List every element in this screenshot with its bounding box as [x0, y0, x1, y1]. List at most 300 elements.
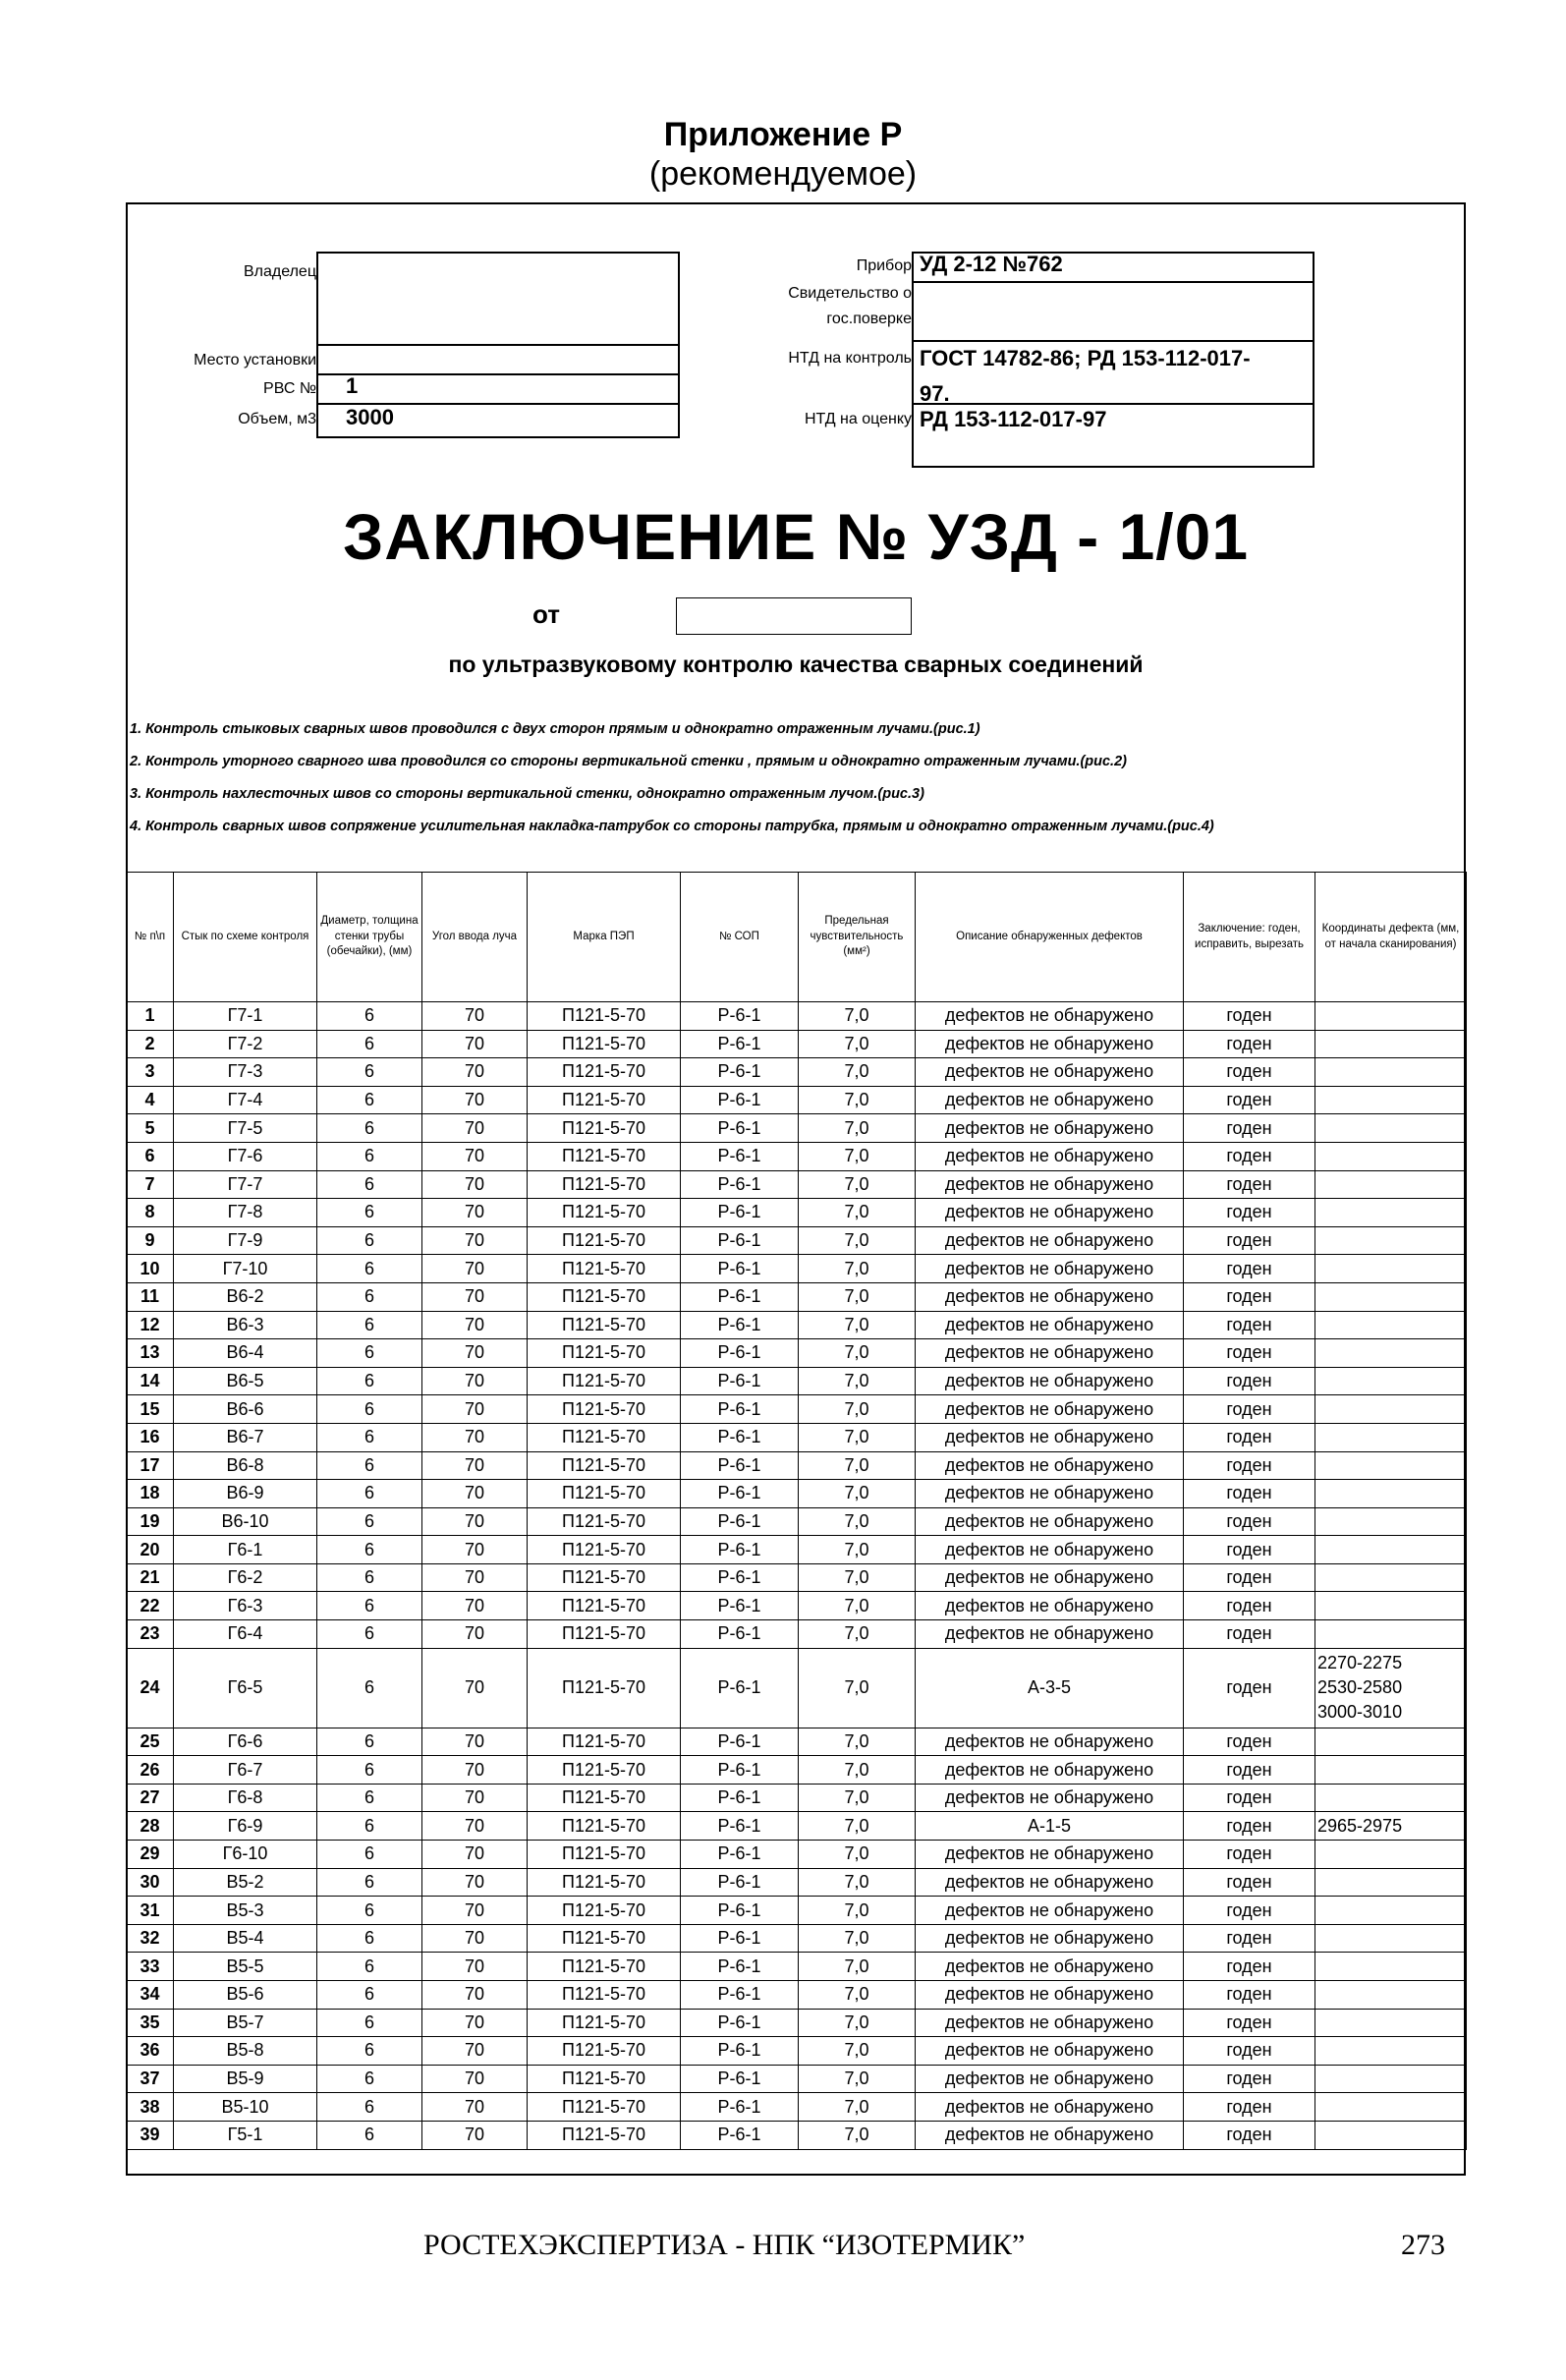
- beam-angle: 70: [422, 1255, 528, 1283]
- sop-number: Р-6-1: [681, 1142, 799, 1170]
- beam-angle: 70: [422, 1451, 528, 1480]
- defect-description: дефектов не обнаружено: [916, 1924, 1184, 1953]
- sensitivity: 7,0: [799, 1592, 916, 1620]
- pep-model: П121-5-70: [528, 1620, 681, 1649]
- joint-id: В6-7: [174, 1423, 317, 1451]
- beam-angle: 70: [422, 1563, 528, 1592]
- table-row: [127, 2037, 1467, 2066]
- joint-id: В5-3: [174, 1897, 317, 1925]
- col-header-joint: Стык по схеме контроля: [174, 873, 317, 1002]
- defect-coordinates: [1315, 1255, 1467, 1283]
- sop-number: Р-6-1: [681, 1311, 799, 1339]
- beam-angle: 70: [422, 1924, 528, 1953]
- owner-field: [316, 252, 680, 405]
- defect-coordinates: 2965-2975: [1315, 1812, 1467, 1841]
- diameter: 6: [317, 1507, 422, 1536]
- diameter: 6: [317, 1812, 422, 1841]
- verdict: годен: [1184, 1255, 1315, 1283]
- note-1: 1. Контроль стыковых сварных швов проводился с двух сторон прямым и однократно отраженным лучами.(рис.1): [130, 721, 980, 737]
- appendix-subtitle: (рекомендуемое): [648, 155, 918, 193]
- beam-angle: 70: [422, 1114, 528, 1143]
- sensitivity: 7,0: [799, 1924, 916, 1953]
- verdict: годен: [1184, 1868, 1315, 1897]
- beam-angle: 70: [422, 1002, 528, 1031]
- verdict: годен: [1184, 1395, 1315, 1424]
- row-number: 36: [127, 2037, 174, 2066]
- beam-angle: 70: [422, 1311, 528, 1339]
- verdict: годен: [1184, 1563, 1315, 1592]
- beam-angle: 70: [422, 1868, 528, 1897]
- defect-coordinates: [1315, 2093, 1467, 2122]
- defect-coordinates: [1315, 1620, 1467, 1649]
- defect-coordinates: [1315, 2037, 1467, 2066]
- diameter: 6: [317, 1756, 422, 1785]
- sop-number: Р-6-1: [681, 2121, 799, 2149]
- defect-description: дефектов не обнаружено: [916, 1086, 1184, 1114]
- table-row: [127, 1423, 1467, 1451]
- defect-description: дефектов не обнаружено: [916, 1756, 1184, 1785]
- col-header-angle: Угол ввода луча: [422, 873, 528, 1002]
- row-number: 26: [127, 1756, 174, 1785]
- sensitivity: 7,0: [799, 1170, 916, 1199]
- diameter: 6: [317, 1924, 422, 1953]
- joint-id: В5-10: [174, 2093, 317, 2122]
- rvs-value: 1: [346, 373, 359, 398]
- pep-model: П121-5-70: [528, 1592, 681, 1620]
- defect-coordinates: [1315, 1480, 1467, 1508]
- sop-number: Р-6-1: [681, 1170, 799, 1199]
- sensitivity: 7,0: [799, 1367, 916, 1395]
- sensitivity: 7,0: [799, 1114, 916, 1143]
- pep-model: П121-5-70: [528, 1142, 681, 1170]
- diameter: 6: [317, 1620, 422, 1649]
- sop-number: Р-6-1: [681, 1030, 799, 1058]
- field-divider: [912, 281, 1314, 283]
- diameter: 6: [317, 1086, 422, 1114]
- beam-angle: 70: [422, 1282, 528, 1311]
- defect-description: дефектов не обнаружено: [916, 1536, 1184, 1564]
- defect-description: дефектов не обнаружено: [916, 1868, 1184, 1897]
- defect-description: дефектов не обнаружено: [916, 1226, 1184, 1255]
- joint-id: Г6-4: [174, 1620, 317, 1649]
- conclusion-title: ЗАКЛЮЧЕНИЕ № УЗД - 1/01: [342, 500, 1250, 573]
- row-number: 17: [127, 1451, 174, 1480]
- sensitivity: 7,0: [799, 1480, 916, 1508]
- sensitivity: 7,0: [799, 1728, 916, 1756]
- defect-coordinates: [1315, 1311, 1467, 1339]
- defect-description: дефектов не обнаружено: [916, 1282, 1184, 1311]
- beam-angle: 70: [422, 1395, 528, 1424]
- joint-id: Г7-7: [174, 1170, 317, 1199]
- sop-number: Р-6-1: [681, 1002, 799, 1031]
- sensitivity: 7,0: [799, 1086, 916, 1114]
- row-number: 33: [127, 1953, 174, 1981]
- col-header-pep: Марка ПЭП: [528, 873, 681, 1002]
- defect-coordinates: [1315, 1282, 1467, 1311]
- verdict: годен: [1184, 2009, 1315, 2037]
- ntd-eval-label: НТД на оценку: [804, 411, 912, 427]
- joint-id: В6-9: [174, 1480, 317, 1508]
- row-number: 6: [127, 1142, 174, 1170]
- row-number: 7: [127, 1170, 174, 1199]
- beam-angle: 70: [422, 1953, 528, 1981]
- row-number: 30: [127, 1868, 174, 1897]
- defect-coordinates: [1315, 1756, 1467, 1785]
- beam-angle: 70: [422, 1507, 528, 1536]
- row-number: 20: [127, 1536, 174, 1564]
- diameter: 6: [317, 1367, 422, 1395]
- sensitivity: 7,0: [799, 1255, 916, 1283]
- row-number: 31: [127, 1897, 174, 1925]
- verdict: годен: [1184, 1226, 1315, 1255]
- joint-id: Г6-8: [174, 1784, 317, 1812]
- sensitivity: 7,0: [799, 2093, 916, 2122]
- sensitivity: 7,0: [799, 1002, 916, 1031]
- table-row: [127, 1170, 1467, 1199]
- diameter: 6: [317, 1142, 422, 1170]
- joint-id: Г6-1: [174, 1536, 317, 1564]
- defect-description: дефектов не обнаружено: [916, 1981, 1184, 2010]
- beam-angle: 70: [422, 1226, 528, 1255]
- note-4: 4. Контроль сварных швов сопряжение усилительная накладка-патрубок со стороны патрубка, прямым и однократно отраженным лучами.(рис.4): [130, 819, 1214, 834]
- pep-model: П121-5-70: [528, 1563, 681, 1592]
- sop-number: Р-6-1: [681, 1620, 799, 1649]
- row-number: 34: [127, 1981, 174, 2010]
- sensitivity: 7,0: [799, 1981, 916, 2010]
- defect-coordinates: [1315, 1086, 1467, 1114]
- table-row: [127, 1868, 1467, 1897]
- sensitivity: 7,0: [799, 1507, 916, 1536]
- defect-description: дефектов не обнаружено: [916, 1339, 1184, 1368]
- table-row: [127, 1756, 1467, 1785]
- sop-number: Р-6-1: [681, 1507, 799, 1536]
- pep-model: П121-5-70: [528, 1897, 681, 1925]
- sensitivity: 7,0: [799, 1226, 916, 1255]
- table-row: [127, 1030, 1467, 1058]
- row-number: 11: [127, 1282, 174, 1311]
- inspection-table: [126, 872, 1467, 2150]
- defect-description: дефектов не обнаружено: [916, 1170, 1184, 1199]
- sop-number: Р-6-1: [681, 1897, 799, 1925]
- joint-id: Г7-4: [174, 1086, 317, 1114]
- sensitivity: 7,0: [799, 1030, 916, 1058]
- row-number: 16: [127, 1423, 174, 1451]
- joint-id: Г6-3: [174, 1592, 317, 1620]
- beam-angle: 70: [422, 2121, 528, 2149]
- diameter: 6: [317, 1480, 422, 1508]
- verdict: годен: [1184, 2121, 1315, 2149]
- table-row: [127, 1812, 1467, 1841]
- joint-id: Г7-1: [174, 1002, 317, 1031]
- row-number: 18: [127, 1480, 174, 1508]
- diameter: 6: [317, 1170, 422, 1199]
- diameter: 6: [317, 1981, 422, 2010]
- pep-model: П121-5-70: [528, 1002, 681, 1031]
- verdict: годен: [1184, 1620, 1315, 1649]
- pep-model: П121-5-70: [528, 1199, 681, 1227]
- defect-coordinates: [1315, 1423, 1467, 1451]
- table-row: [127, 1226, 1467, 1255]
- cert-label-line2: гос.поверке: [826, 311, 912, 327]
- defect-coordinates: [1315, 1536, 1467, 1564]
- sop-number: Р-6-1: [681, 1114, 799, 1143]
- pep-model: П121-5-70: [528, 1086, 681, 1114]
- rvs-label: РВС №: [263, 380, 316, 397]
- joint-id: Г6-9: [174, 1812, 317, 1841]
- verdict: годен: [1184, 1728, 1315, 1756]
- joint-id: Г6-5: [174, 1648, 317, 1728]
- defect-coordinates: [1315, 2009, 1467, 2037]
- joint-id: Г7-10: [174, 1255, 317, 1283]
- sensitivity: 7,0: [799, 1953, 916, 1981]
- row-number: 13: [127, 1339, 174, 1368]
- beam-angle: 70: [422, 2065, 528, 2093]
- field-divider: [316, 373, 318, 436]
- defect-coordinates: [1315, 1030, 1467, 1058]
- pep-model: П121-5-70: [528, 1114, 681, 1143]
- verdict: годен: [1184, 2093, 1315, 2122]
- sop-number: Р-6-1: [681, 1395, 799, 1424]
- verdict: годен: [1184, 1311, 1315, 1339]
- ntd-eval-value: РД 153-112-017-97: [920, 407, 1107, 431]
- sop-number: Р-6-1: [681, 2065, 799, 2093]
- pep-model: П121-5-70: [528, 1728, 681, 1756]
- table-row: [127, 1728, 1467, 1756]
- pep-model: П121-5-70: [528, 2093, 681, 2122]
- sensitivity: 7,0: [799, 2037, 916, 2066]
- verdict: годен: [1184, 1142, 1315, 1170]
- sensitivity: 7,0: [799, 1282, 916, 1311]
- verdict: годен: [1184, 1924, 1315, 1953]
- verdict: годен: [1184, 1812, 1315, 1841]
- sop-number: Р-6-1: [681, 1451, 799, 1480]
- joint-id: В5-2: [174, 1868, 317, 1897]
- table-row: [127, 1451, 1467, 1480]
- verdict: годен: [1184, 1423, 1315, 1451]
- joint-id: В6-2: [174, 1282, 317, 1311]
- joint-id: Г7-5: [174, 1114, 317, 1143]
- verdict: годен: [1184, 1897, 1315, 1925]
- verdict: годен: [1184, 1784, 1315, 1812]
- beam-angle: 70: [422, 1536, 528, 1564]
- defect-description: А-1-5: [916, 1812, 1184, 1841]
- table-row: [127, 1507, 1467, 1536]
- beam-angle: 70: [422, 1030, 528, 1058]
- row-number: 9: [127, 1226, 174, 1255]
- col-header-number: № п\п: [127, 873, 174, 1002]
- sop-number: Р-6-1: [681, 2009, 799, 2037]
- from-label: от: [532, 599, 560, 629]
- page-number: 273: [1401, 2229, 1445, 2261]
- joint-id: Г6-6: [174, 1728, 317, 1756]
- verdict: годен: [1184, 1030, 1315, 1058]
- table-row: [127, 1841, 1467, 1869]
- joint-id: В6-5: [174, 1367, 317, 1395]
- device-label: Прибор: [856, 257, 912, 274]
- beam-angle: 70: [422, 1728, 528, 1756]
- table-row: [127, 2009, 1467, 2037]
- sensitivity: 7,0: [799, 1812, 916, 1841]
- joint-id: В6-3: [174, 1311, 317, 1339]
- table-row: [127, 1480, 1467, 1508]
- diameter: 6: [317, 2093, 422, 2122]
- table-row: [127, 1953, 1467, 1981]
- sop-number: Р-6-1: [681, 1255, 799, 1283]
- pep-model: П121-5-70: [528, 1924, 681, 1953]
- col-header-sensitivity: Предельная чувствительность (мм²): [799, 873, 916, 1002]
- sensitivity: 7,0: [799, 1451, 916, 1480]
- defect-coordinates: [1315, 1339, 1467, 1368]
- row-number: 39: [127, 2121, 174, 2149]
- verdict: годен: [1184, 1170, 1315, 1199]
- joint-id: Г7-8: [174, 1199, 317, 1227]
- diameter: 6: [317, 1058, 422, 1087]
- sop-number: Р-6-1: [681, 1953, 799, 1981]
- joint-id: Г6-10: [174, 1841, 317, 1869]
- verdict: годен: [1184, 1086, 1315, 1114]
- row-number: 5: [127, 1114, 174, 1143]
- verdict: годен: [1184, 1199, 1315, 1227]
- pep-model: П121-5-70: [528, 1756, 681, 1785]
- verdict: годен: [1184, 1480, 1315, 1508]
- table-row: [127, 1648, 1467, 1728]
- joint-id: В6-4: [174, 1339, 317, 1368]
- sop-number: Р-6-1: [681, 1756, 799, 1785]
- verdict: годен: [1184, 1451, 1315, 1480]
- defect-coordinates: [1315, 1199, 1467, 1227]
- defect-coordinates: [1315, 1953, 1467, 1981]
- row-number: 8: [127, 1199, 174, 1227]
- defect-description: дефектов не обнаружено: [916, 1030, 1184, 1058]
- sop-number: Р-6-1: [681, 1199, 799, 1227]
- sensitivity: 7,0: [799, 1536, 916, 1564]
- verdict: годен: [1184, 1282, 1315, 1311]
- pep-model: П121-5-70: [528, 1339, 681, 1368]
- defect-description: дефектов не обнаружено: [916, 1507, 1184, 1536]
- diameter: 6: [317, 1423, 422, 1451]
- pep-model: П121-5-70: [528, 1451, 681, 1480]
- table-row: [127, 1395, 1467, 1424]
- sensitivity: 7,0: [799, 1897, 916, 1925]
- field-divider: [912, 403, 1314, 405]
- appendix-title: Приложение Р: [663, 116, 903, 153]
- table-row: [127, 1255, 1467, 1283]
- row-number: 24: [127, 1648, 174, 1728]
- ntd-control-value-line2: 97.: [920, 381, 950, 406]
- pep-model: П121-5-70: [528, 1255, 681, 1283]
- sensitivity: 7,0: [799, 1311, 916, 1339]
- note-2: 2. Контроль уторного сварного шва проводился со стороны вертикальной стенки , прямым и однократно отраженным лучами.(рис.2): [130, 754, 1127, 769]
- diameter: 6: [317, 1226, 422, 1255]
- verdict: годен: [1184, 1114, 1315, 1143]
- beam-angle: 70: [422, 1592, 528, 1620]
- table-row: [127, 1058, 1467, 1087]
- defect-coordinates: [1315, 1592, 1467, 1620]
- diameter: 6: [317, 1030, 422, 1058]
- defect-coordinates: [1315, 1170, 1467, 1199]
- defect-coordinates: [1315, 1002, 1467, 1031]
- row-number: 37: [127, 2065, 174, 2093]
- field-divider: [912, 340, 1314, 342]
- sop-number: Р-6-1: [681, 2037, 799, 2066]
- beam-angle: 70: [422, 1784, 528, 1812]
- defect-coordinates: [1315, 1142, 1467, 1170]
- table-row: [127, 1339, 1467, 1368]
- table-row: [127, 1592, 1467, 1620]
- verdict: годен: [1184, 1536, 1315, 1564]
- joint-id: Г7-9: [174, 1226, 317, 1255]
- pep-model: П121-5-70: [528, 1480, 681, 1508]
- table-row: [127, 1142, 1467, 1170]
- note-3: 3. Контроль нахлесточных швов со стороны вертикальной стенки, однократно отраженным лучом.(рис.3): [130, 786, 924, 802]
- conclusion-subtitle: по ультразвуковому контролю качества сварных соединений: [448, 652, 1144, 677]
- verdict: годен: [1184, 1507, 1315, 1536]
- verdict: годен: [1184, 1953, 1315, 1981]
- pep-model: П121-5-70: [528, 1536, 681, 1564]
- diameter: 6: [317, 2121, 422, 2149]
- table-row: [127, 1199, 1467, 1227]
- sensitivity: 7,0: [799, 1784, 916, 1812]
- sop-number: Р-6-1: [681, 1981, 799, 2010]
- defect-coordinates: [1315, 1981, 1467, 2010]
- pep-model: П121-5-70: [528, 1311, 681, 1339]
- volume-value: 3000: [346, 405, 394, 429]
- diameter: 6: [317, 1868, 422, 1897]
- verdict: годен: [1184, 2065, 1315, 2093]
- col-header-diameter: Диаметр, толщина стенки трубы (обечайки), (мм): [317, 873, 422, 1002]
- sop-number: Р-6-1: [681, 1480, 799, 1508]
- field-divider: [316, 344, 680, 346]
- table-row: [127, 2121, 1467, 2149]
- joint-id: В5-9: [174, 2065, 317, 2093]
- defect-description: дефектов не обнаружено: [916, 1395, 1184, 1424]
- pep-model: П121-5-70: [528, 1953, 681, 1981]
- sop-number: Р-6-1: [681, 1841, 799, 1869]
- row-number: 27: [127, 1784, 174, 1812]
- diameter: 6: [317, 1536, 422, 1564]
- joint-id: В5-5: [174, 1953, 317, 1981]
- defect-description: дефектов не обнаружено: [916, 1841, 1184, 1869]
- sop-number: Р-6-1: [681, 1924, 799, 1953]
- verdict: годен: [1184, 1339, 1315, 1368]
- diameter: 6: [317, 1114, 422, 1143]
- defect-coordinates: [1315, 1868, 1467, 1897]
- defect-description: дефектов не обнаружено: [916, 1114, 1184, 1143]
- sop-number: Р-6-1: [681, 1592, 799, 1620]
- pep-model: П121-5-70: [528, 1812, 681, 1841]
- sensitivity: 7,0: [799, 1648, 916, 1728]
- sensitivity: 7,0: [799, 1620, 916, 1649]
- table-row: [127, 1086, 1467, 1114]
- defect-description: дефектов не обнаружено: [916, 2093, 1184, 2122]
- defect-coordinates: [1315, 1784, 1467, 1812]
- row-number: 35: [127, 2009, 174, 2037]
- row-number: 28: [127, 1812, 174, 1841]
- sop-number: Р-6-1: [681, 1784, 799, 1812]
- defect-coordinates: 2270-2275 2530-2580 3000-3010: [1315, 1648, 1467, 1728]
- defect-description: дефектов не обнаружено: [916, 1255, 1184, 1283]
- sop-number: Р-6-1: [681, 1086, 799, 1114]
- table-row: [127, 1002, 1467, 1031]
- defect-description: дефектов не обнаружено: [916, 2009, 1184, 2037]
- defect-description: дефектов не обнаружено: [916, 1620, 1184, 1649]
- defect-description: дефектов не обнаружено: [916, 1058, 1184, 1087]
- pep-model: П121-5-70: [528, 2009, 681, 2037]
- sensitivity: 7,0: [799, 1841, 916, 1869]
- ntd-control-value-line1: ГОСТ 14782-86; РД 153-112-017-: [920, 346, 1251, 370]
- sop-number: Р-6-1: [681, 1339, 799, 1368]
- defect-coordinates: [1315, 1728, 1467, 1756]
